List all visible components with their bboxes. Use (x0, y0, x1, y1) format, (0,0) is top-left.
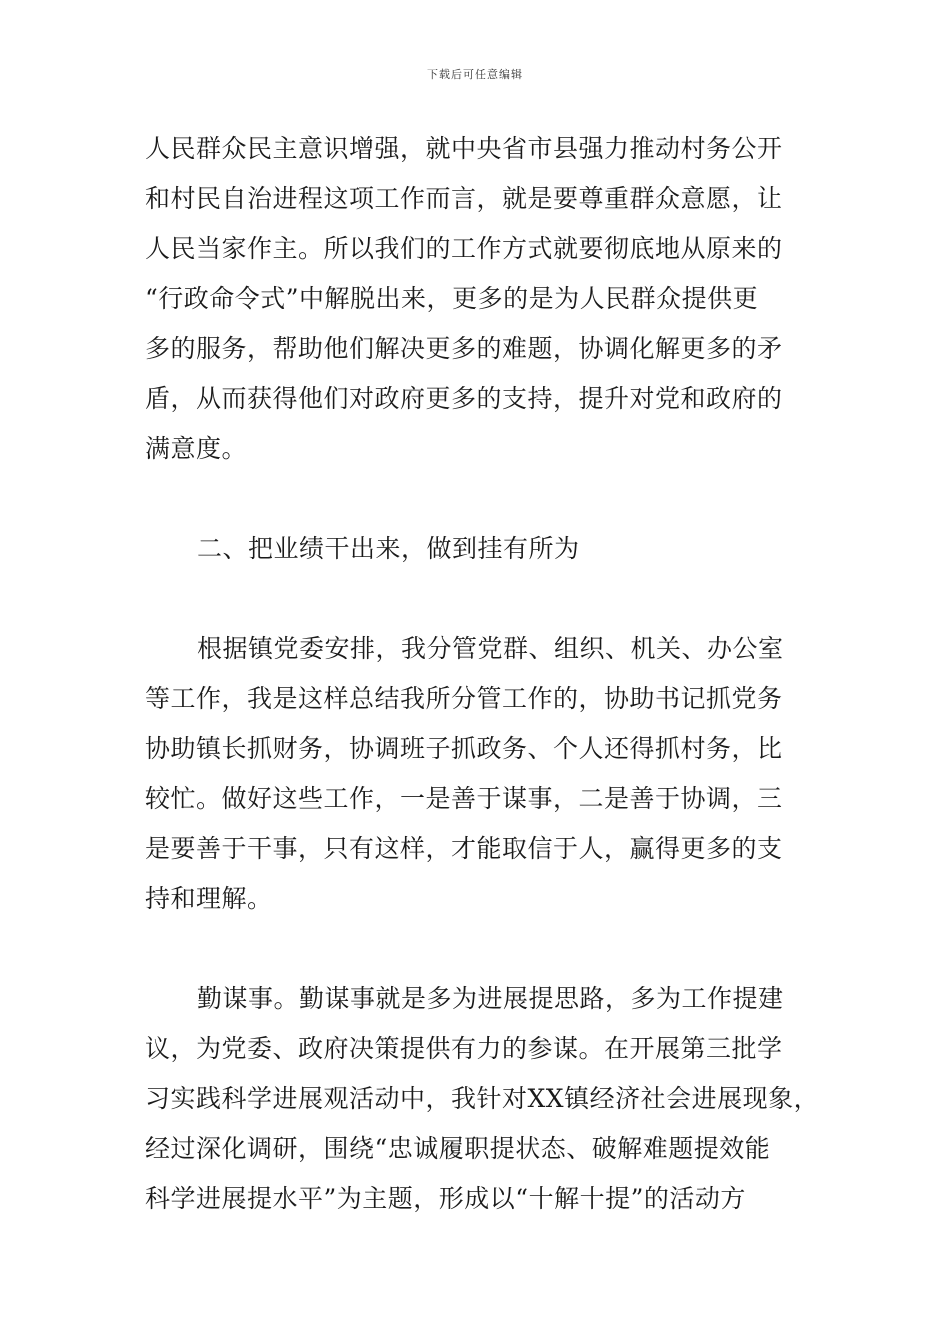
text-line: 勤谋事。勤谋事就是多为进展提思路，多为工作提建 (197, 984, 784, 1013)
heading-line: 二、把业绩干出来，做到挂有所为 (197, 534, 580, 563)
text-line: “行政命令式”中解脱出来，更多的是为人民群众提供更 (145, 284, 759, 313)
paragraph-2 (145, 624, 815, 924)
text-line: 多的服务，帮助他们解决更多的难题，协调化解更多的矛 (145, 334, 783, 363)
text-line: 科学进展提水平”为主题，形成以“十解十提”的活动方 (145, 1184, 746, 1213)
text-line: 较忙。做好这些工作，一是善于谋事，二是善于协调，三 (145, 784, 783, 813)
text-line: 盾，从而获得他们对政府更多的支持，提升对党和政府的 (145, 384, 783, 413)
text-line: 习实践科学进展观活动中，我针对XX镇经济社会进展现象， (145, 1084, 820, 1113)
text-line: 经过深化调研，围绕“忠诚履职提状态、破解难题提效能 (145, 1134, 771, 1163)
text-line: 和村民自治进程这项工作而言，就是要尊重群众意愿，让 (145, 184, 783, 213)
page-header: 下载后可任意编辑 (427, 68, 523, 81)
text-line: 议，为党委、政府决策提供有力的参谋。在开展第三批学 (145, 1034, 783, 1063)
paragraph-1 (145, 124, 815, 474)
text-line: 根据镇党委安排，我分管党群、组织、机关、办公室 (197, 634, 784, 663)
text-line: 满意度。 (145, 434, 248, 463)
text-line: 人民群众民主意识增强，就中央省市县强力推动村务公开 (145, 134, 783, 163)
text-line: 持和理解。 (145, 884, 273, 913)
section-heading (145, 524, 815, 574)
paragraph-3 (145, 974, 820, 1224)
text-line: 协助镇长抓财务，协调班子抓政务、个人还得抓村务，比 (145, 734, 783, 763)
text-line: 人民当家作主。所以我们的工作方式就要彻底地从原来的 (145, 234, 783, 263)
text-line: 是要善于干事，只有这样，才能取信于人，赢得更多的支 (145, 834, 783, 863)
text-line: 等工作，我是这样总结我所分管工作的，协助书记抓党务 (145, 684, 783, 713)
